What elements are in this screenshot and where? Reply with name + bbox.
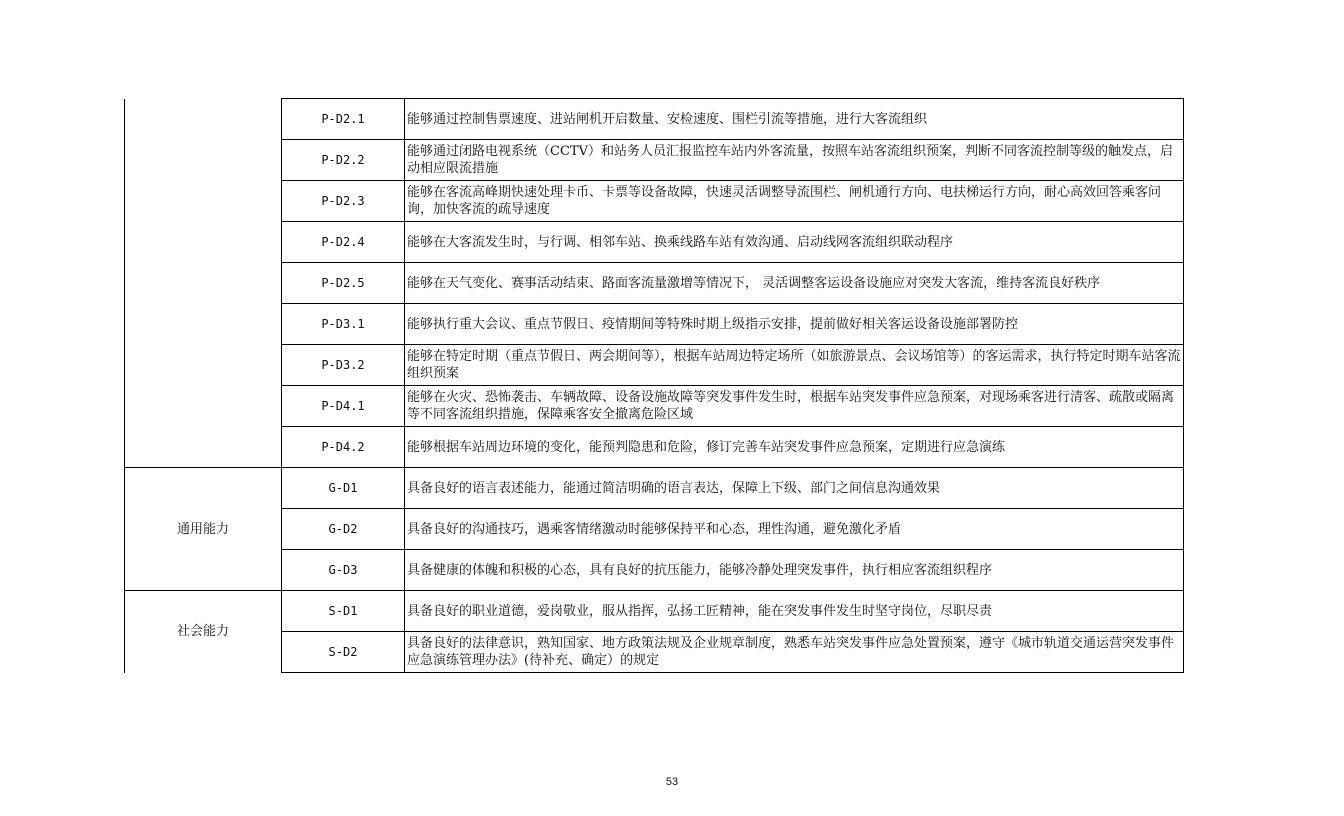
table-row — [125, 222, 1184, 263]
row-description: 能够通过闭路电视系统（CCTV）和站务人员汇报监控车站内外客流量，按照车站客流组织预案，判断不同客流控制等级的触发点，启动相应限流措施 — [405, 140, 1184, 181]
category-cell-social: 社会能力 — [125, 591, 282, 673]
row-description: 能够在火灾、恐怖袭击、车辆故障、设备设施故障等突发事件发生时，根据车站突发事件应急预案，对现场乘客进行清客、疏散或隔离等不同客流组织措施，保障乘客安全撤离危险区域 — [405, 386, 1184, 427]
row-description: 能够根据车站周边环境的变化，能预判隐患和危险，修订完善车站突发事件应急预案，定期进行应急演练 — [405, 427, 1184, 468]
row-description: 能够在特定时期（重点节假日、两会期间等），根据车站周边特定场所（如旅游景点、会议场馆等）的客运需求，执行特定时期车站客流组织预案 — [405, 345, 1184, 386]
row-description: 具备健康的体魄和积极的心态，具有良好的抗压能力，能够冷静处理突发事件，执行相应客流组织程序 — [405, 550, 1184, 591]
table-row — [125, 345, 1184, 386]
row-code: P-D4.1 — [282, 386, 405, 427]
table-row — [125, 591, 1184, 632]
row-code: P-D4.2 — [282, 427, 405, 468]
row-description: 能够通过控制售票速度、进站闸机开启数量、安检速度、围栏引流等措施，进行大客流组织 — [405, 99, 1184, 140]
row-description: 具备良好的语言表述能力，能通过简洁明确的语言表达，保障上下级、部门之间信息沟通效果 — [405, 468, 1184, 509]
table-row — [125, 140, 1184, 181]
table-row — [125, 427, 1184, 468]
row-description: 能够在客流高峰期快速处理卡币、卡票等设备故障，快速灵活调整导流围栏、闸机通行方向、电扶梯运行方向，耐心高效回答乘客问询，加快客流的疏导速度 — [405, 181, 1184, 222]
row-code: P-D2.5 — [282, 263, 405, 304]
row-description: 具备良好的法律意识，熟知国家、地方政策法规及企业规章制度，熟悉车站突发事件应急处置预案，遵守《城市轨道交通运营突发事件应急演练管理办法》(待补充、确定）的规定 — [405, 632, 1184, 673]
row-code: G-D2 — [282, 509, 405, 550]
row-code: P-D3.1 — [282, 304, 405, 345]
row-code: G-D1 — [282, 468, 405, 509]
competency-table — [124, 98, 1184, 673]
row-code: P-D2.4 — [282, 222, 405, 263]
row-description: 能够执行重大会议、重点节假日、疫情期间等特殊时期上级指示安排，提前做好相关客运设备设施部署防控 — [405, 304, 1184, 345]
row-code: S-D2 — [282, 632, 405, 673]
table-row — [125, 386, 1184, 427]
row-description: 能够在大客流发生时，与行调、相邻车站、换乘线路车站有效沟通、启动线网客流组织联动程序 — [405, 222, 1184, 263]
page-number: 53 — [665, 776, 679, 788]
row-code: P-D3.2 — [282, 345, 405, 386]
row-description: 具备良好的沟通技巧，遇乘客情绪激动时能够保持平和心态，理性沟通，避免激化矛盾 — [405, 509, 1184, 550]
row-code: G-D3 — [282, 550, 405, 591]
category-cell-professional — [125, 99, 282, 468]
table-row — [125, 99, 1184, 140]
table-row — [125, 468, 1184, 509]
row-code: S-D1 — [282, 591, 405, 632]
table-row — [125, 550, 1184, 591]
row-description: 能够在天气变化、赛事活动结束、路面客流量激增等情况下， 灵活调整客运设备设施应对突发大客流，维持客流良好秩序 — [405, 263, 1184, 304]
row-code: P-D2.3 — [282, 181, 405, 222]
table-row — [125, 632, 1184, 673]
table-row — [125, 181, 1184, 222]
table-row — [125, 509, 1184, 550]
category-cell-general: 通用能力 — [125, 468, 282, 591]
table-row — [125, 304, 1184, 345]
table-row — [125, 263, 1184, 304]
row-code: P-D2.1 — [282, 99, 405, 140]
row-code: P-D2.2 — [282, 140, 405, 181]
row-description: 具备良好的职业道德，爱岗敬业，服从指挥，弘扬工匠精神，能在突发事件发生时坚守岗位，尽职尽责 — [405, 591, 1184, 632]
